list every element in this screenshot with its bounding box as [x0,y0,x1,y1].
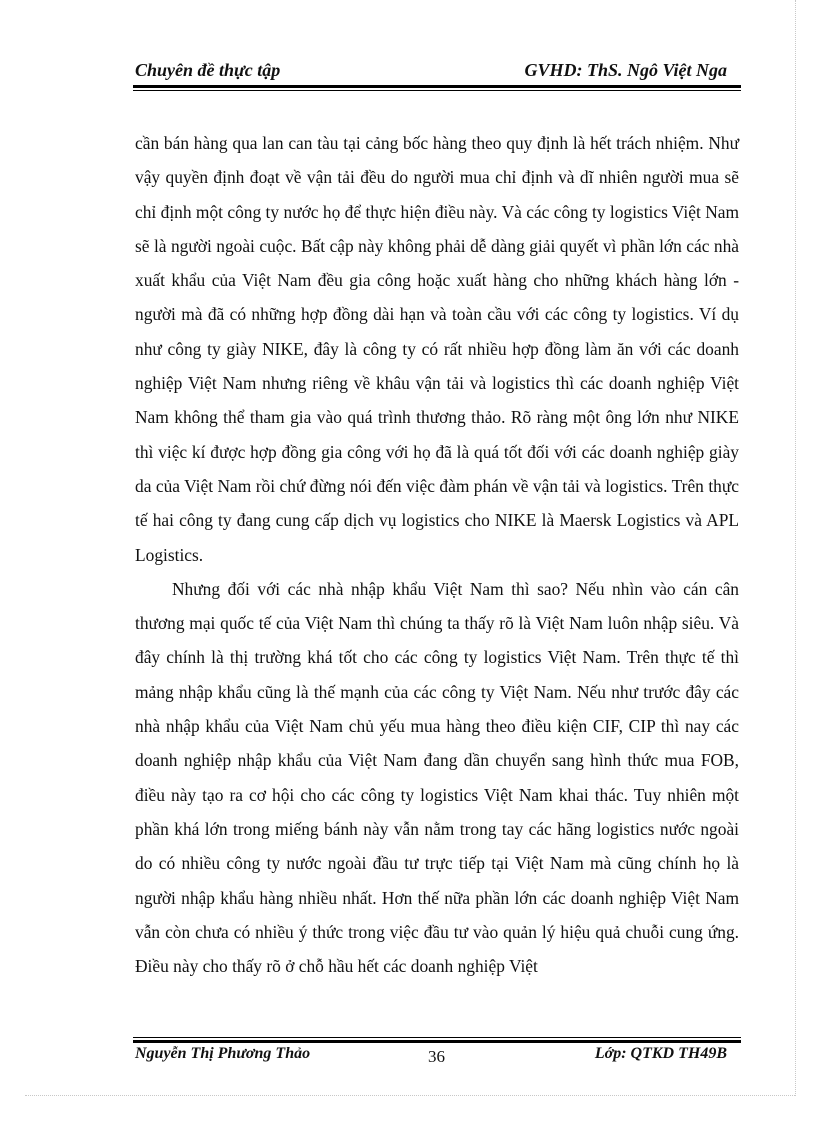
header-rule-thick [133,85,741,88]
paragraph-importers: Nhưng đối với các nhà nhập khẩu Việt Nam thì sao? Nếu nhìn vào cán cân thương mại quốc tế của Việt Nam thì chúng ta thấy rõ là Việt Nam luôn nhập siêu. Và đây chính là thị trường khá tốt cho các công ty logistics Việt Nam. Trên thực tế thì mảng nhập khẩu cũng là thế mạnh của các công ty Việt Nam. Nếu như trước đây các nhà nhập khẩu của Việt Nam chủ yếu mua hàng theo điều kiện CIF, CIP thì nay các doanh nghiệp nhập khẩu của Việt Nam đang dần chuyển sang hình thức mua FOB, điều này tạo ra cơ hội cho các công ty logistics Việt Nam khai thác. Tuy nhiên một phần khá lớn trong miếng bánh này vẫn nằm trong tay các hãng logistics nước ngoài do có nhiều công ty nước ngoài đầu tư trực tiếp tại Việt Nam mà cũng chính họ là người nhập khẩu hàng nhiều nhất. Hơn thế nữa phần lớn các doanh nghiệp Việt Nam vẫn còn chưa có nhiều ý thức trong việc đầu tư vào quản lý hiệu quả chuỗi cung ứng. Điều này cho thấy rõ ở chỗ hầu hết các doanh nghiệp Việt [135,578,739,977]
page-footer [133,1045,741,1069]
footer-author: Nguyễn Thị Phương Thảo [135,1045,311,1062]
footer-class: Lớp: QTKD TH49B [594,1045,727,1062]
page-number: 36 [428,1047,445,1066]
footer-rule-thick [133,1040,741,1043]
header-title: Chuyên đề thực tập [135,60,281,80]
body-text [135,126,739,983]
page-border-right [795,0,796,1096]
page-header [133,58,741,84]
header-rule-thin [133,90,741,91]
footer-rule-thin [133,1037,741,1038]
page-border-bottom [25,1095,795,1096]
paragraph-continuation: cần bán hàng qua lan can tàu tại cảng bốc hàng theo quy định là hết trách nhiệm. Như vậy quyền định đoạt về vận tải đều do người mua chỉ định và dĩ nhiên người mua sẽ chỉ định một công ty nước họ để thực hiện điều này. Và các công ty logistics Việt Nam sẽ là người ngoài cuộc. Bất cập này không phải dễ dàng giải quyết vì phần lớn các nhà xuất khẩu của Việt Nam đều gia công hoặc xuất hàng cho những khách hàng lớn - người mà đã có những hợp đồng dài hạn và toàn cầu với các công ty logistics. Ví dụ như công ty giày NIKE, đây là công ty có rất nhiều hợp đồng làm ăn với các doanh nghiệp Việt Nam nhưng riêng về khâu vận tải và logistics thì các doanh nghiệp Việt Nam không thể tham gia vào quá trình thương thảo. Rõ ràng một ông lớn như NIKE thì việc kí được hợp đồng gia công với họ đã là quá tốt đối với các doanh nghiệp giày da của Việt Nam rồi chứ đừng nói đến việc đàm phán về vận tải và logistics. Trên thực tế hai công ty đang cung cấp dịch vụ logistics cho NIKE là Maersk Logistics và APL Logistics. [135,133,739,565]
header-advisor: GVHD: ThS. Ngô Việt Nga [524,60,727,80]
